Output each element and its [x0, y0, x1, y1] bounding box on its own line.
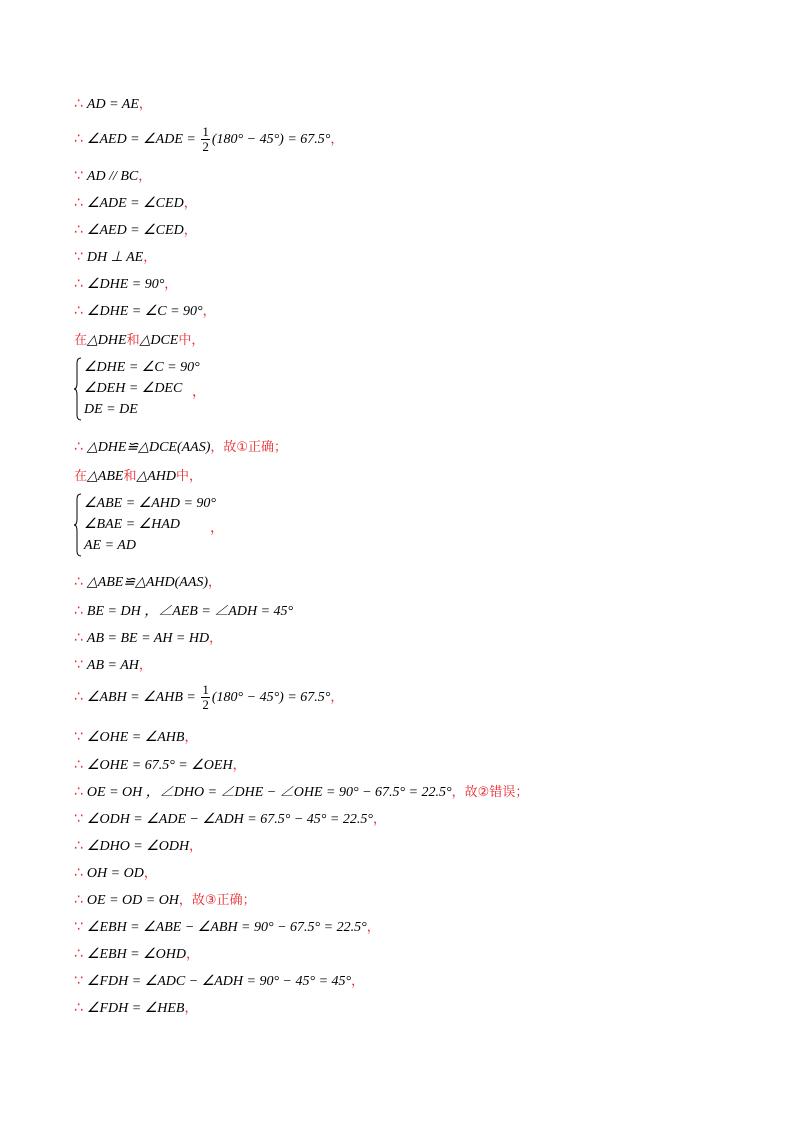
punct: ， — [143, 250, 157, 265]
math-expr: ∠DHE = ∠C = 90° — [86, 304, 203, 319]
system-row: ∠ABE = ∠AHD = 90° — [84, 496, 217, 511]
because-symbol: ∵ — [74, 168, 83, 184]
math-expr: OE = OH ，∠DHO = ∠DHE − ∠OHE = 90° − 67.5° = 22.5° — [86, 785, 452, 800]
punct: ， — [184, 730, 198, 745]
math-expr: ∠EBH = ∠ABE − ∠ABH = 90° − 67.5° = 22.5° — [86, 920, 367, 935]
text-zai: 在 — [74, 333, 88, 348]
therefore-symbol: ∴ — [74, 222, 83, 238]
proof-line — [74, 890, 256, 911]
fraction: $\frac{1}{2}$ — [202, 681, 209, 712]
equation-system — [74, 357, 274, 421]
triangle-label: △AHD — [136, 469, 176, 484]
because-symbol: ∵ — [74, 811, 83, 827]
proof-line — [74, 628, 222, 649]
because-symbol: ∵ — [74, 973, 83, 989]
proof-line — [74, 94, 152, 115]
punct: ， — [138, 658, 152, 673]
punct: ， — [330, 132, 344, 147]
proof-line — [74, 917, 380, 938]
because-symbol: ∵ — [74, 249, 83, 265]
math-expr: AD // BC — [86, 169, 139, 184]
math-expr: ∠ABH = ∠AHB = — [86, 690, 200, 705]
therefore-symbol: ∴ — [74, 892, 83, 908]
therefore-symbol: ∴ — [74, 1000, 83, 1016]
punct: ， — [209, 631, 223, 646]
math-expr: AB = BE = AH = HD — [86, 631, 210, 646]
punct: ， — [210, 520, 224, 536]
therefore-symbol: ∴ — [74, 96, 83, 112]
math-expr: AB = AH — [86, 658, 139, 673]
math-expr: OE = OD = OH — [86, 893, 179, 908]
math-expr: OH = OD — [86, 866, 144, 881]
proof-line — [74, 782, 528, 803]
therefore-symbol: ∴ — [74, 131, 83, 147]
therefore-symbol: ∴ — [74, 757, 83, 773]
system-row: ∠DEH = ∠DEC — [84, 381, 183, 396]
proof-line — [74, 247, 156, 268]
because-symbol: ∵ — [74, 919, 83, 935]
therefore-symbol: ∴ — [74, 946, 83, 962]
system-rows — [84, 357, 200, 420]
because-symbol: ∵ — [74, 657, 83, 673]
proof-line — [74, 330, 204, 351]
system-row: ∠DHE = ∠C = 90° — [84, 360, 200, 375]
triangle-label: △DCE — [139, 333, 179, 348]
therefore-symbol: ∴ — [74, 574, 83, 590]
triangle-label: △ABE — [87, 469, 124, 484]
text-zhong: 中， — [176, 469, 203, 484]
therefore-symbol: ∴ — [74, 689, 83, 705]
proof-line — [74, 682, 343, 713]
therefore-symbol: ∴ — [74, 603, 83, 619]
math-expr: ∠OHE = 67.5° = ∠OEH — [86, 758, 233, 773]
system-row: ∠BAE = ∠HAD — [84, 517, 180, 532]
text-zhong: 中， — [178, 333, 205, 348]
punct: ， — [189, 839, 203, 854]
proof-line — [74, 755, 246, 776]
therefore-symbol: ∴ — [74, 276, 83, 292]
punct: ， — [143, 866, 157, 881]
math-expr: AD = AE — [86, 97, 139, 112]
because-symbol: ∵ — [74, 729, 83, 745]
proof-line — [74, 220, 197, 241]
text-zai: 在 — [74, 469, 88, 484]
proof-line — [74, 836, 202, 857]
proof-line — [74, 301, 216, 322]
proof-line — [74, 274, 177, 295]
system-row: AE = AD — [84, 538, 136, 553]
math-expr: ∠EBH = ∠OHD — [86, 947, 187, 962]
math-expr: ∠AED = ∠CED — [86, 223, 184, 238]
fraction: $\frac{1}{2}$ — [202, 123, 209, 154]
math-expr: ∠DHE = 90° — [86, 277, 165, 292]
left-brace — [74, 493, 82, 557]
punct: ， — [186, 947, 200, 962]
triangle-label: △DHE — [87, 333, 127, 348]
therefore-symbol: ∴ — [74, 195, 83, 211]
therefore-symbol: ∴ — [74, 439, 83, 455]
equation-system — [74, 493, 294, 557]
proof-line — [74, 655, 152, 676]
left-brace — [74, 357, 82, 421]
therefore-symbol: ∴ — [74, 865, 83, 881]
therefore-symbol: ∴ — [74, 303, 83, 319]
therefore-symbol: ∴ — [74, 838, 83, 854]
punct: ， — [330, 690, 344, 705]
math-expr: DH ⊥ AE — [86, 250, 144, 265]
math-expr: (180° − 45°) = 67.5° — [211, 690, 331, 705]
math-expr: ∠ADE = ∠CED — [86, 196, 184, 211]
system-rows — [84, 493, 216, 556]
therefore-symbol: ∴ — [74, 630, 83, 646]
punct: ， — [202, 304, 216, 319]
math-expr: ∠FDH = ∠ADC − ∠ADH = 90° − 45° = 45° — [86, 974, 352, 989]
punct: ， — [366, 920, 380, 935]
punct: ， — [164, 277, 178, 292]
punct: ， — [372, 812, 386, 827]
proof-line — [74, 809, 386, 830]
proof-line — [74, 971, 364, 992]
proof-line — [74, 944, 199, 965]
punct: ， — [138, 169, 152, 184]
punct: ， — [184, 1001, 198, 1016]
math-expr: BE = DH ，∠AEB = ∠ADH = 45° — [86, 604, 294, 619]
proof-line — [74, 998, 197, 1019]
math-expr: △ABE≌△AHD(AAS) — [86, 575, 209, 590]
punct: ， — [208, 575, 222, 590]
text-he: 和 — [126, 333, 140, 348]
punct: ， — [192, 384, 206, 400]
proof-line — [74, 572, 221, 593]
text-he: 和 — [123, 469, 137, 484]
conclusion-text: ，故②错误； — [451, 785, 529, 800]
proof-line — [74, 124, 343, 155]
proof-line — [74, 727, 197, 748]
punct: ， — [183, 223, 197, 238]
math-expr: △DHE≌△DCE(AAS) — [86, 440, 211, 455]
math-expr: ∠AED = ∠ADE = — [86, 132, 200, 147]
math-expr: ∠OHE = ∠AHB — [86, 730, 185, 745]
math-expr: ∠FDH = ∠HEB — [86, 1001, 185, 1016]
proof-line — [74, 166, 151, 187]
conclusion-text: ，故③正确； — [178, 893, 256, 908]
punct: ， — [138, 97, 152, 112]
proof-line — [74, 863, 157, 884]
proof-line — [74, 193, 197, 214]
proof-line — [74, 466, 202, 487]
system-row: DE = DE — [84, 402, 138, 417]
punct: ， — [351, 974, 365, 989]
conclusion-text: ，故①正确； — [210, 440, 288, 455]
math-expr: ∠DHO = ∠ODH — [86, 839, 190, 854]
punct: ， — [232, 758, 246, 773]
proof-line — [74, 437, 287, 458]
punct: ， — [183, 196, 197, 211]
math-expr: (180° − 45°) = 67.5° — [211, 132, 331, 147]
proof-line — [74, 601, 293, 622]
therefore-symbol: ∴ — [74, 784, 83, 800]
math-expr: ∠ODH = ∠ADE − ∠ADH = 67.5° − 45° = 22.5° — [86, 812, 373, 827]
